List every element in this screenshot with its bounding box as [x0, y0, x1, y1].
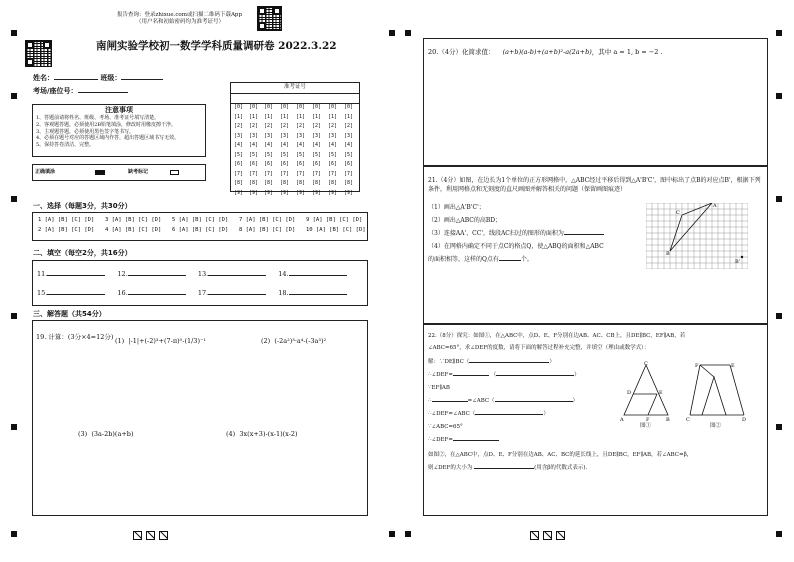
- missing-mark-label: 缺考标记: [128, 169, 149, 175]
- q22-step4: ∴ =∠ABC（ ）: [428, 398, 579, 404]
- section1-title: 一、选择（每题3分，共30分）: [33, 202, 132, 210]
- registration-mark: [11, 313, 17, 319]
- q19-part3-expr: (3a-2b)(a+b): [91, 430, 134, 438]
- q22-step5: ∴∠DEF=∠ABC（ ）: [428, 411, 549, 417]
- choice-item[interactable]: 6 [A] [B] [C] [D]: [172, 227, 229, 233]
- svg-text:D: D: [742, 417, 747, 423]
- page-marker: [159, 531, 168, 540]
- q21-intro: 21.（4分）如图，在边长为1个单位的正方形网格中，△ABC经过平移后得到△A'B'C'，图中标出了点B的对应点B'，根据下列条件，利用网格点和无刻度的直尺画图并解答相关的问题（保留画图痕迹）: [428, 177, 761, 194]
- missing-mark-box[interactable]: [170, 170, 179, 175]
- choice-item[interactable]: 9 [A] [B] [C] [D]: [306, 217, 363, 223]
- q22-answer-input[interactable]: [453, 440, 499, 441]
- notice-title: 注意事项: [105, 106, 133, 114]
- class-field[interactable]: [121, 79, 163, 80]
- notice-item: 2、客观题答题，必须使用2B铅笔填涂，修改时用橡皮擦干净。: [36, 121, 177, 128]
- q22-reason-input[interactable]: [469, 362, 549, 363]
- q19-part1-expr: |-1|+(-2)³+(7-π)⁰-(1/3)⁻¹: [128, 337, 207, 345]
- section2-box: [32, 260, 368, 306]
- q19-label: 19. 计算：(3分×4=12分): [36, 333, 114, 341]
- fill-example-box: [32, 164, 206, 181]
- q22-apply1: 如图②，在△ABC中，点D、E、F分别在边AB、AC、BC的延长线上，且DE∥BC，EF∥AB，若∠ABC=β，: [428, 452, 693, 458]
- page-marker: [530, 531, 539, 540]
- registration-mark: [776, 30, 782, 36]
- page-marker: [543, 531, 552, 540]
- q20-condition: ，其中 a = 1, b = −2 .: [591, 48, 663, 56]
- room-info: [33, 87, 128, 97]
- registration-mark: [776, 93, 782, 99]
- vertex-label: B: [666, 251, 670, 257]
- fill-row: [37, 289, 347, 298]
- sheet-qr-code: [25, 40, 52, 67]
- q19-part2: (2) (-2a²)³·a⁴-(-3a³)²: [261, 337, 327, 345]
- fill-answer[interactable]: [208, 294, 266, 295]
- fill-answer[interactable]: [47, 294, 105, 295]
- fill-number: 16.: [117, 289, 128, 297]
- q22-figure2: [686, 361, 748, 425]
- choice-item[interactable]: 3 [A] [B] [C] [D]: [105, 217, 162, 223]
- notice-item: 3、主观题答题，必须使用黑色签字笔书写。: [36, 128, 135, 135]
- choice-item[interactable]: 4 [A] [B] [C] [D]: [105, 227, 162, 233]
- exam-id-column[interactable]: [0] [1] [2] [3] [4] [5] [6] [7] [8] [9]: [233, 104, 244, 196]
- svg-text:E: E: [731, 363, 735, 369]
- fill-answer[interactable]: [128, 294, 186, 295]
- registration-mark: [11, 30, 17, 36]
- q21-answer-area[interactable]: [423, 166, 768, 324]
- exam-id-label: 准考证号: [283, 84, 306, 90]
- q20-label: 20.（4分）化简求值：: [428, 48, 495, 56]
- correct-fill-sample: [95, 170, 105, 175]
- divider: [231, 93, 359, 94]
- q22-reason-input[interactable]: [496, 375, 574, 376]
- room-field[interactable]: [78, 92, 128, 93]
- q20-answer-area[interactable]: [423, 38, 768, 166]
- correct-fill-label: 正确填涂: [35, 169, 56, 175]
- exam-id-column[interactable]: [0] [1] [2] [3] [4] [5] [6] [7] [8] [9]: [311, 104, 322, 196]
- room-label: 考场/座位号：: [33, 87, 78, 95]
- page-marker: [146, 531, 155, 540]
- registration-mark: [389, 30, 395, 36]
- q22-step2: ∴∠DEF= （ ）: [428, 372, 580, 378]
- choice-item[interactable]: 8 [A] [B] [C] [D]: [239, 227, 296, 233]
- choice-row[interactable]: [38, 217, 373, 225]
- exam-id-column[interactable]: [0] [1] [2] [3] [4] [5] [6] [7] [8] [9]: [343, 104, 354, 196]
- vertex-label: B': [735, 259, 741, 265]
- section1-box: [32, 212, 368, 241]
- svg-text:F: F: [695, 363, 699, 369]
- q22-beta-answer[interactable]: [474, 468, 534, 469]
- svg-text:E: E: [659, 390, 663, 396]
- svg-text:A: A: [620, 417, 624, 423]
- q20-text: [428, 48, 663, 57]
- q22-intro1: 22.（8分）探究：如图①，在△ABC中，点D、E、F分别在边AB、AC、CB上，且DE∥BC，EF∥AB，若: [428, 333, 686, 339]
- student-info: [33, 74, 163, 84]
- page-title: 南闸实验学校初一数学学科质量调研卷 2022.3.22: [96, 40, 337, 52]
- choice-item[interactable]: 7 [A] [B] [C] [D]: [239, 217, 296, 223]
- q20-expr: (a+b)(a-b)+(a+b)²-a(2a+b): [502, 48, 592, 56]
- exam-id-column[interactable]: [0] [1] [2] [3] [4] [5] [6] [7] [8] [9]: [295, 104, 306, 196]
- registration-mark: [776, 531, 782, 537]
- fill-number: 15.: [37, 289, 48, 297]
- q21-area-answer[interactable]: [564, 234, 604, 235]
- q22-answer-input[interactable]: [453, 375, 489, 376]
- q21-item2: （2）画出△ABC的高BD；: [428, 217, 502, 224]
- q19-part3: (3) (3a-2b)(a+b): [78, 430, 134, 438]
- page-marker: [133, 531, 142, 540]
- choice-item[interactable]: 10 [A] [B] [C] [D]: [306, 227, 366, 233]
- q22-step6: ∵∠ABC=65°: [428, 424, 463, 430]
- notice-box: [32, 104, 206, 157]
- q22-apply2: 则∠DEF的大小为 (用含β的代数式表示).: [428, 465, 588, 471]
- q22-answer-input[interactable]: [432, 401, 468, 402]
- registration-mark: [11, 424, 17, 430]
- q22-answer-area[interactable]: [423, 324, 768, 516]
- fill-row: [37, 270, 347, 279]
- registration-mark: [11, 196, 17, 202]
- svg-text:C: C: [644, 361, 648, 367]
- section3-title: 三、解答题（共54分）: [33, 310, 106, 318]
- q22-step1: 解：∵DE∥BC（ ）: [428, 359, 555, 365]
- section2-title: 二、填空（每空2分，共16分）: [33, 249, 132, 257]
- q21-item1: （1）画出△A'B'C'；: [428, 204, 485, 211]
- choice-item[interactable]: 5 [A] [B] [C] [D]: [172, 217, 229, 223]
- q22-reason-input[interactable]: [475, 414, 543, 415]
- registration-mark: [11, 93, 17, 99]
- svg-text:B: B: [666, 417, 670, 423]
- fill-answer[interactable]: [289, 275, 347, 276]
- app-qr-code: [257, 6, 282, 31]
- fill-number: 12.: [117, 270, 128, 278]
- q22-fig1-label: 图①: [640, 423, 652, 429]
- notice-item: 4、必须在题号对应的答题区域内作答，超出答题区域书写无效。: [36, 135, 180, 142]
- fill-answer[interactable]: [289, 294, 347, 295]
- notice-item: 1、答题前请将姓名、班级、考场、准考证号填写清楚。: [36, 115, 160, 121]
- fill-number: 18.: [278, 289, 289, 297]
- q19-part1: (1) |-1|+(-2)³+(7-π)⁰-(1/3)⁻¹: [115, 337, 207, 345]
- report-note-line1: 报告查询：登录zhixue.com或扫描二维码下载App: [117, 12, 242, 18]
- registration-mark: [776, 196, 782, 202]
- q22-step7: ∴∠DEF=: [428, 437, 499, 445]
- registration-mark: [11, 531, 17, 537]
- q19-answer-area[interactable]: [32, 320, 368, 516]
- fill-number: 14.: [278, 270, 289, 278]
- vertex-label: C: [676, 210, 680, 216]
- registration-mark: [776, 424, 782, 430]
- q21-item4: （4）在网格内确定不同于点C的格点Q，使△ABQ的面积和△ABC: [428, 243, 604, 250]
- choice-item[interactable]: 1 [A] [B] [C] [D]: [38, 217, 95, 223]
- fill-number: 17.: [197, 289, 209, 297]
- exam-id-column[interactable]: [0] [1] [2] [3] [4] [5] [6] [7] [8] [9]: [263, 104, 274, 196]
- name-label: 姓名：: [33, 74, 54, 82]
- notice-item: 5、保持答卷清洁、完整。: [36, 142, 95, 148]
- vertex-label: A: [713, 203, 717, 209]
- q22-step3: ∵EF∥AB: [428, 385, 450, 391]
- report-note-line2: （用户名和初始密码均为准考证号）: [136, 19, 225, 25]
- exam-id-column[interactable]: [0] [1] [2] [3] [4] [5] [6] [7] [8] [9]: [248, 104, 259, 196]
- fill-number: 11.: [37, 270, 48, 278]
- notice-list: [36, 115, 179, 149]
- exam-id-columns[interactable]: [233, 103, 359, 196]
- q22-fig2-label: 图②: [710, 423, 722, 429]
- registration-mark: [776, 313, 782, 319]
- q19-part2-expr: (-2a²)³·a⁴-(-3a³)²: [274, 337, 327, 345]
- q21-grid-figure: [646, 203, 748, 269]
- q21-item3: （3）连接AA'、CC'，线段AC扫过的图形的面积为: [428, 230, 604, 238]
- svg-text:C: C: [686, 417, 690, 423]
- q21-q-count-answer[interactable]: [499, 260, 521, 261]
- choice-item[interactable]: 2 [A] [B] [C] [D]: [38, 227, 95, 233]
- exam-id-column[interactable]: [0] [1] [2] [3] [4] [5] [6] [7] [8] [9]: [279, 104, 290, 196]
- name-field[interactable]: [54, 79, 98, 80]
- class-label: 班级：: [100, 74, 122, 82]
- choice-row[interactable]: [38, 227, 373, 235]
- q19-part4: (4) 3x(x+3)-(x-1)(x-2): [226, 430, 298, 438]
- q22-intro2: ∠ABC=65°，求∠DEF的度数，请将下面的解答过程补充完整，并填空（理由或数学式）：: [428, 345, 650, 351]
- svg-text:D: D: [627, 390, 632, 396]
- fill-answer[interactable]: [208, 275, 266, 276]
- q19-part4-expr: 3x(x+3)-(x-1)(x-2): [239, 430, 298, 438]
- registration-mark: [405, 30, 411, 36]
- exam-id-grid: [230, 82, 360, 196]
- q22-figure1: [620, 361, 672, 425]
- q21-item4b: 的面积相等，这样的Q点有 个。: [428, 256, 533, 263]
- page-marker: [556, 531, 565, 540]
- exam-id-column[interactable]: [0] [1] [2] [3] [4] [5] [6] [7] [8] [9]: [327, 104, 338, 196]
- fill-number: 13.: [197, 270, 209, 278]
- registration-mark: [405, 531, 411, 537]
- fill-answer[interactable]: [128, 275, 186, 276]
- registration-mark: [389, 531, 395, 537]
- svg-text:F: F: [646, 417, 650, 423]
- fill-answer[interactable]: [47, 275, 105, 276]
- q22-reason-input[interactable]: [495, 401, 573, 402]
